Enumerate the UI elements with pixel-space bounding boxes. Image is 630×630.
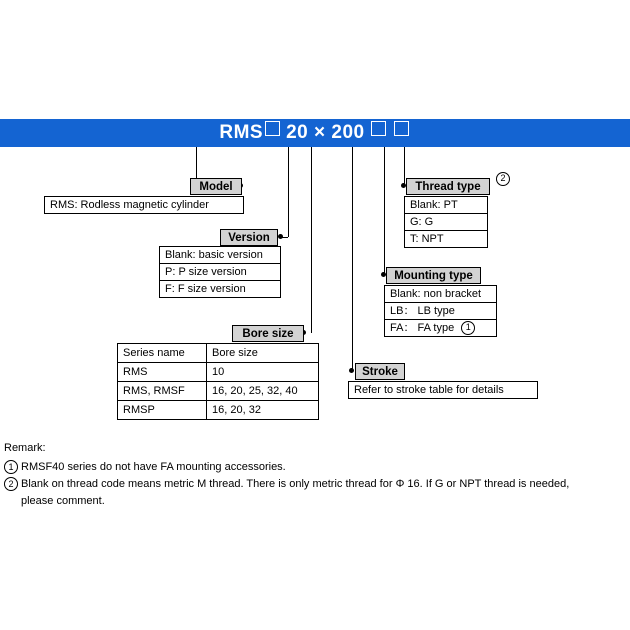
footnote-marker-1-icon: 1	[461, 321, 475, 335]
leader-mounting-vertical	[384, 147, 385, 275]
bore-header: Bore size	[232, 325, 304, 342]
table-row	[118, 344, 319, 363]
leader-stroke-dot	[349, 368, 354, 373]
remark-number-1-icon: 1	[4, 460, 18, 474]
code-mounting-square	[371, 121, 386, 136]
code-thread-square	[394, 121, 409, 136]
part-number-code	[0, 121, 630, 145]
leader-stroke-vertical	[352, 147, 353, 371]
bore-r0-c1: 10	[207, 363, 319, 382]
bore-table	[117, 343, 319, 420]
remark-text-2-continued: please comment.	[21, 495, 105, 507]
mounting-row-2-label: FA： FA type	[390, 322, 455, 334]
remark-title: Remark:	[4, 442, 46, 454]
bore-r0-c0: RMS	[118, 363, 207, 382]
mounting-row-0: Blank: non bracket	[384, 285, 497, 303]
remark-item-1	[4, 459, 624, 476]
leader-thread-vertical	[404, 147, 405, 186]
bore-r2-c1: 16, 20, 32	[207, 401, 319, 420]
stroke-header: Stroke	[355, 363, 405, 380]
table-row	[118, 401, 319, 420]
code-version-square	[265, 121, 280, 136]
footnote-marker-2-icon: 2	[496, 172, 510, 186]
remark-text-2: Blank on thread code means metric M thread. There is only metric thread for Φ 16. If G or NPT thread is needed,	[21, 478, 570, 490]
mounting-row-1: LB： LB type	[384, 302, 497, 320]
remark-item-2	[4, 476, 624, 493]
remark-section	[4, 440, 624, 510]
thread-row-0: Blank: PT	[404, 196, 488, 214]
mounting-row-2	[384, 319, 497, 337]
model-value-box: RMS: Rodless magnetic cylinder	[44, 196, 244, 214]
bore-col-size: Bore size	[207, 344, 319, 363]
leader-bore-vertical	[311, 147, 312, 333]
version-header: Version	[220, 229, 278, 246]
code-times: ×	[314, 122, 326, 143]
thread-row-1: G: G	[404, 213, 488, 231]
code-prefix: RMS	[219, 122, 264, 143]
remark-text-1: RMSF40 series do not have FA mounting accessories.	[21, 461, 286, 473]
thread-header: Thread type	[406, 178, 490, 195]
code-bore: 20	[286, 122, 309, 143]
table-row	[118, 363, 319, 382]
table-row	[118, 382, 319, 401]
code-stroke: 200	[331, 122, 365, 143]
leader-version-vertical	[288, 147, 289, 237]
bore-r1-c1: 16, 20, 25, 32, 40	[207, 382, 319, 401]
version-row-0: Blank: basic version	[159, 246, 281, 264]
stroke-value-box: Refer to stroke table for details	[348, 381, 538, 399]
bore-r1-c0: RMS, RMSF	[118, 382, 207, 401]
thread-row-2: T: NPT	[404, 230, 488, 248]
bore-col-series: Series name	[118, 344, 207, 363]
version-row-1: P: P size version	[159, 263, 281, 281]
mounting-header: Mounting type	[386, 267, 481, 284]
remark-number-2-icon: 2	[4, 477, 18, 491]
leader-version-horizontal	[282, 237, 288, 238]
bore-r2-c0: RMSP	[118, 401, 207, 420]
version-row-2: F: F size version	[159, 280, 281, 298]
model-header: Model	[190, 178, 242, 195]
